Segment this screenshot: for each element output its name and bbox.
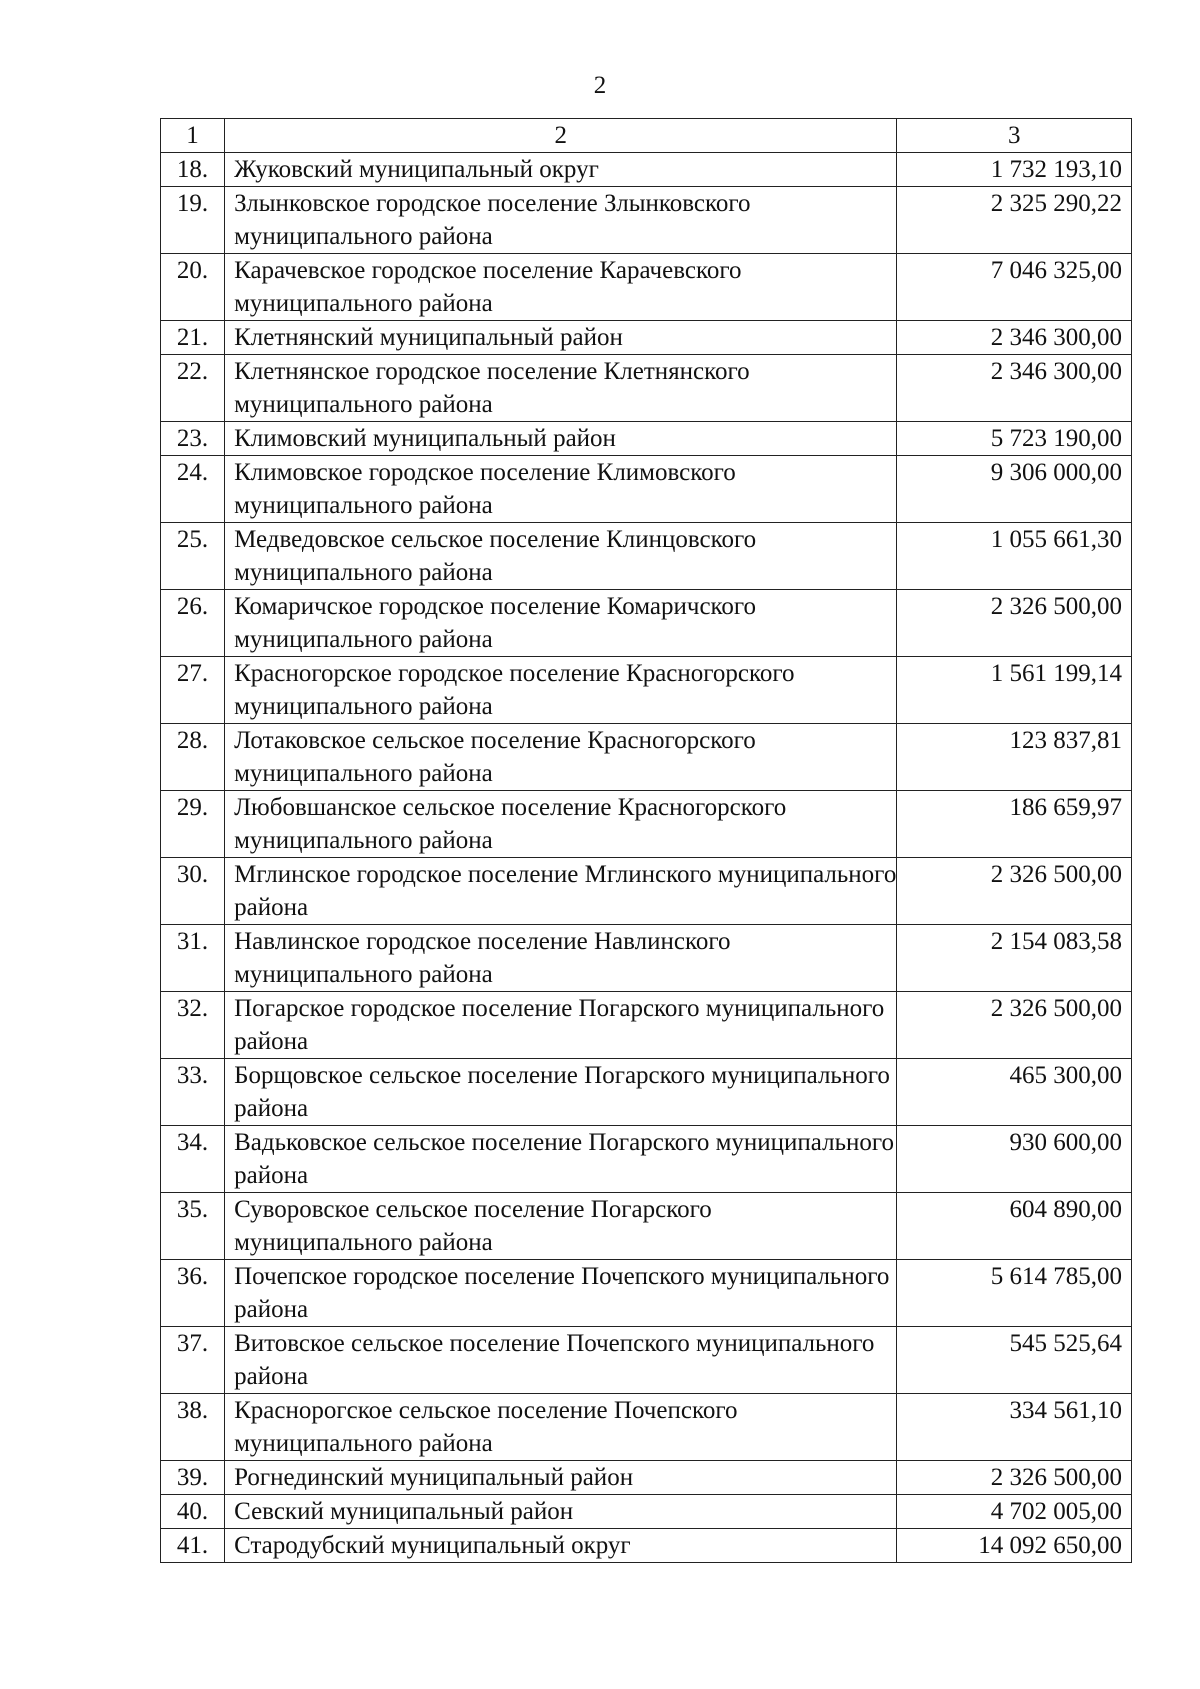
table-row	[161, 254, 1132, 321]
row-number: 24.	[161, 456, 225, 523]
row-name: Витовское сельское поселение Почепского муниципального района	[225, 1327, 897, 1394]
table-row	[161, 724, 1132, 791]
row-number: 25.	[161, 523, 225, 590]
table-row	[161, 590, 1132, 657]
row-value: 1 055 661,30	[897, 523, 1132, 590]
row-value: 5 723 190,00	[897, 422, 1132, 456]
row-name: Климовский муниципальный район	[225, 422, 897, 456]
row-number: 19.	[161, 187, 225, 254]
row-name: Клетнянское городское поселение Клетнянского муниципального района	[225, 355, 897, 422]
row-number: 39.	[161, 1461, 225, 1495]
row-name: Медведовское сельское поселение Клинцовского муниципального района	[225, 523, 897, 590]
row-number: 30.	[161, 858, 225, 925]
row-value: 1 732 193,10	[897, 153, 1132, 187]
table-row	[161, 187, 1132, 254]
table-row	[161, 321, 1132, 355]
table-row	[161, 1327, 1132, 1394]
table-row	[161, 1193, 1132, 1260]
row-number: 33.	[161, 1059, 225, 1126]
row-value: 4 702 005,00	[897, 1495, 1132, 1529]
header-col-2: 2	[225, 119, 897, 153]
table-row	[161, 1126, 1132, 1193]
row-name: Мглинское городское поселение Мглинского муниципального района	[225, 858, 897, 925]
row-name: Севский муниципальный район	[225, 1495, 897, 1529]
row-number: 32.	[161, 992, 225, 1059]
table-row	[161, 1394, 1132, 1461]
row-name: Почепское городское поселение Почепского муниципального района	[225, 1260, 897, 1327]
table-row	[161, 657, 1132, 724]
row-value: 5 614 785,00	[897, 1260, 1132, 1327]
row-value: 2 325 290,22	[897, 187, 1132, 254]
header-col-1: 1	[161, 119, 225, 153]
row-number: 37.	[161, 1327, 225, 1394]
row-name: Борщовское сельское поселение Погарского муниципального района	[225, 1059, 897, 1126]
row-value: 334 561,10	[897, 1394, 1132, 1461]
row-name: Краснорогское сельское поселение Почепского муниципального района	[225, 1394, 897, 1461]
table-row	[161, 153, 1132, 187]
table-row	[161, 1260, 1132, 1327]
row-value: 2 154 083,58	[897, 925, 1132, 992]
row-number: 20.	[161, 254, 225, 321]
table-row	[161, 422, 1132, 456]
row-name: Рогнединский муниципальный район	[225, 1461, 897, 1495]
row-number: 31.	[161, 925, 225, 992]
table-row	[161, 1059, 1132, 1126]
row-number: 35.	[161, 1193, 225, 1260]
row-value: 2 326 500,00	[897, 992, 1132, 1059]
row-name: Злынковское городское поселение Злынковского муниципального района	[225, 187, 897, 254]
row-number: 23.	[161, 422, 225, 456]
row-value: 2 326 500,00	[897, 858, 1132, 925]
data-table	[160, 118, 1132, 1563]
table-row	[161, 858, 1132, 925]
row-number: 18.	[161, 153, 225, 187]
row-number: 28.	[161, 724, 225, 791]
row-name: Стародубский муниципальный округ	[225, 1529, 897, 1563]
row-value: 465 300,00	[897, 1059, 1132, 1126]
row-name: Вадьковское сельское поселение Погарского муниципального района	[225, 1126, 897, 1193]
row-name: Лотаковское сельское поселение Красногорского муниципального района	[225, 724, 897, 791]
row-value: 2 326 500,00	[897, 590, 1132, 657]
row-name: Климовское городское поселение Климовского муниципального района	[225, 456, 897, 523]
row-number: 38.	[161, 1394, 225, 1461]
row-value: 545 525,64	[897, 1327, 1132, 1394]
row-number: 40.	[161, 1495, 225, 1529]
row-number: 22.	[161, 355, 225, 422]
table-row	[161, 1529, 1132, 1563]
row-number: 26.	[161, 590, 225, 657]
row-name: Навлинское городское поселение Навлинского муниципального района	[225, 925, 897, 992]
row-value: 123 837,81	[897, 724, 1132, 791]
row-value: 7 046 325,00	[897, 254, 1132, 321]
row-value: 9 306 000,00	[897, 456, 1132, 523]
row-name: Красногорское городское поселение Красногорского муниципального района	[225, 657, 897, 724]
row-name: Клетнянский муниципальный район	[225, 321, 897, 355]
row-value: 930 600,00	[897, 1126, 1132, 1193]
row-value: 186 659,97	[897, 791, 1132, 858]
row-name: Карачевское городское поселение Карачевского муниципального района	[225, 254, 897, 321]
row-name: Любовшанское сельское поселение Красногорского муниципального района	[225, 791, 897, 858]
row-name: Погарское городское поселение Погарского муниципального района	[225, 992, 897, 1059]
table-row	[161, 456, 1132, 523]
row-name: Суворовское сельское поселение Погарского муниципального района	[225, 1193, 897, 1260]
header-col-3: 3	[897, 119, 1132, 153]
row-value: 1 561 199,14	[897, 657, 1132, 724]
table-row	[161, 1495, 1132, 1529]
table-row	[161, 355, 1132, 422]
row-number: 29.	[161, 791, 225, 858]
table-row	[161, 791, 1132, 858]
row-value: 2 346 300,00	[897, 321, 1132, 355]
row-value: 604 890,00	[897, 1193, 1132, 1260]
table-row	[161, 992, 1132, 1059]
row-number: 34.	[161, 1126, 225, 1193]
row-value: 2 346 300,00	[897, 355, 1132, 422]
table-row	[161, 523, 1132, 590]
row-number: 27.	[161, 657, 225, 724]
table-row	[161, 1461, 1132, 1495]
row-number: 21.	[161, 321, 225, 355]
table-header-row	[161, 119, 1132, 153]
row-number: 36.	[161, 1260, 225, 1327]
row-value: 2 326 500,00	[897, 1461, 1132, 1495]
row-name: Жуковский муниципальный округ	[225, 153, 897, 187]
page-number: 2	[593, 72, 607, 99]
table-row	[161, 925, 1132, 992]
row-number: 41.	[161, 1529, 225, 1563]
row-name: Комаричское городское поселение Комаричского муниципального района	[225, 590, 897, 657]
row-value: 14 092 650,00	[897, 1529, 1132, 1563]
